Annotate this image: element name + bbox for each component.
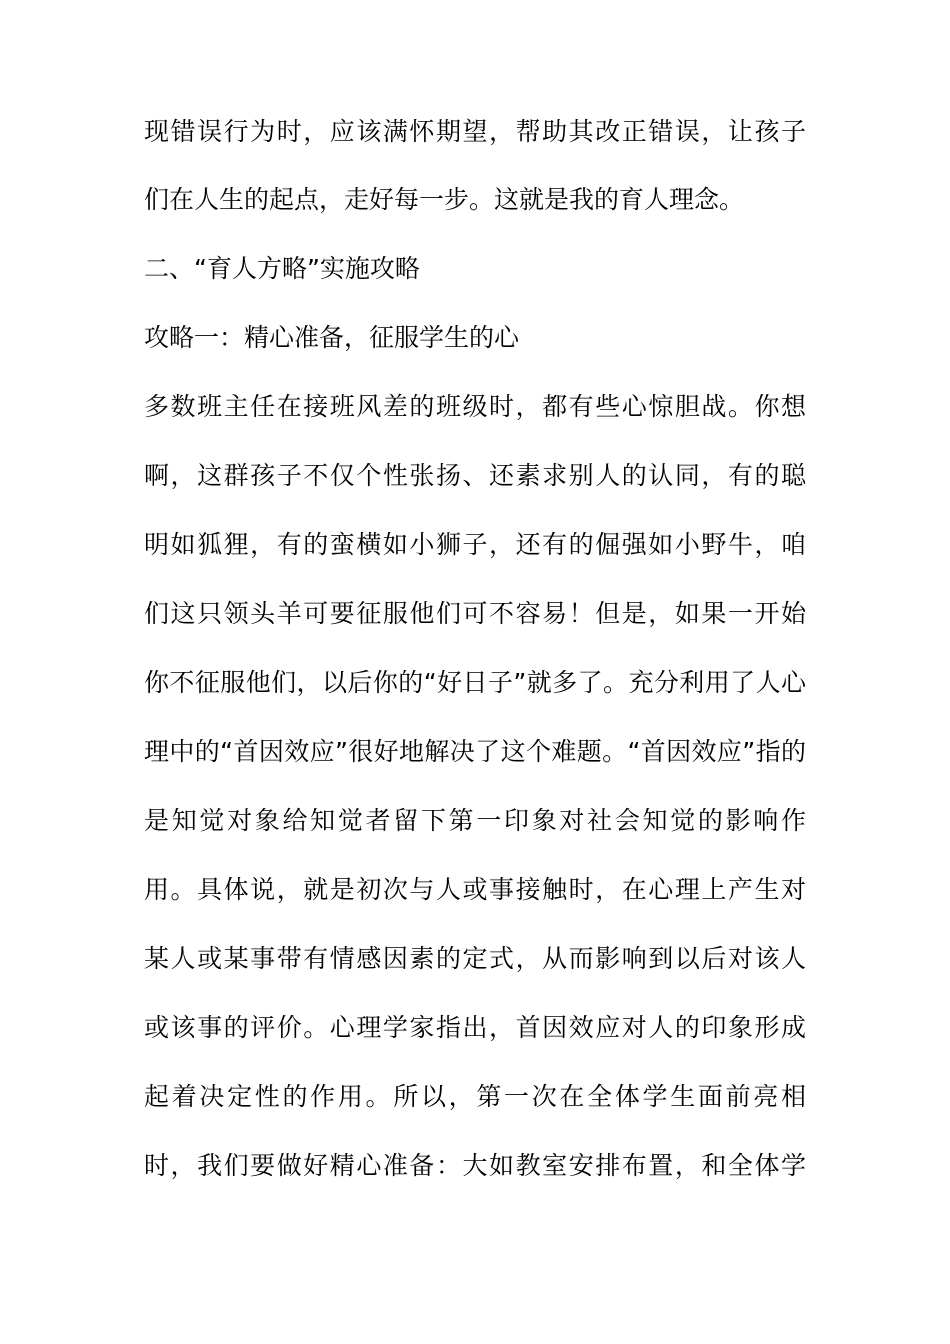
paragraph-line: 多数班主任在接班风差的班级时，都有些心惊胆战。你想 [144, 392, 806, 421]
paragraph-line: 时，我们要做好精心准备：大如教室安排布置，和全体学 [144, 1151, 806, 1180]
paragraph-line: 现错误行为时，应该满怀期望，帮助其改正错误，让孩子 [144, 117, 806, 146]
paragraph-line: 啊，这群孩子不仅个性张扬、还素求别人的认同，有的聪 [144, 461, 806, 490]
paragraph-line: 们在人生的起点，走好每一步。这就是我的育人理念。 [144, 185, 745, 214]
section-heading: 二、“育人方略”实施攻略 [144, 254, 420, 283]
paragraph-line: 用。具体说，就是初次与人或事接触时，在心理上产生对 [144, 875, 806, 904]
paragraph-line: 们这只领头羊可要征服他们可不容易！但是，如果一开始 [144, 599, 806, 628]
paragraph-line: 某人或某事带有情感因素的定式，从而影响到以后对该人 [144, 944, 806, 973]
subsection-heading: 攻略一：精心准备，征服学生的心 [144, 323, 520, 352]
paragraph-line: 是知觉对象给知觉者留下第一印象对社会知觉的影响作 [144, 806, 806, 835]
paragraph-line: 理中的“首因效应”很好地解决了这个难题。“首因效应”指的 [144, 737, 806, 766]
paragraph-line: 你不征服他们，以后你的“好日子”就多了。充分利用了人心 [144, 668, 806, 697]
paragraph-line: 明如狐狸，有的蛮横如小狮子，还有的倔强如小野牛，咱 [144, 530, 806, 559]
paragraph-line: 起着决定性的作用。所以，第一次在全体学生面前亮相 [144, 1082, 806, 1111]
paragraph-line: 或该事的评价。心理学家指出，首因效应对人的印象形成 [144, 1013, 806, 1042]
